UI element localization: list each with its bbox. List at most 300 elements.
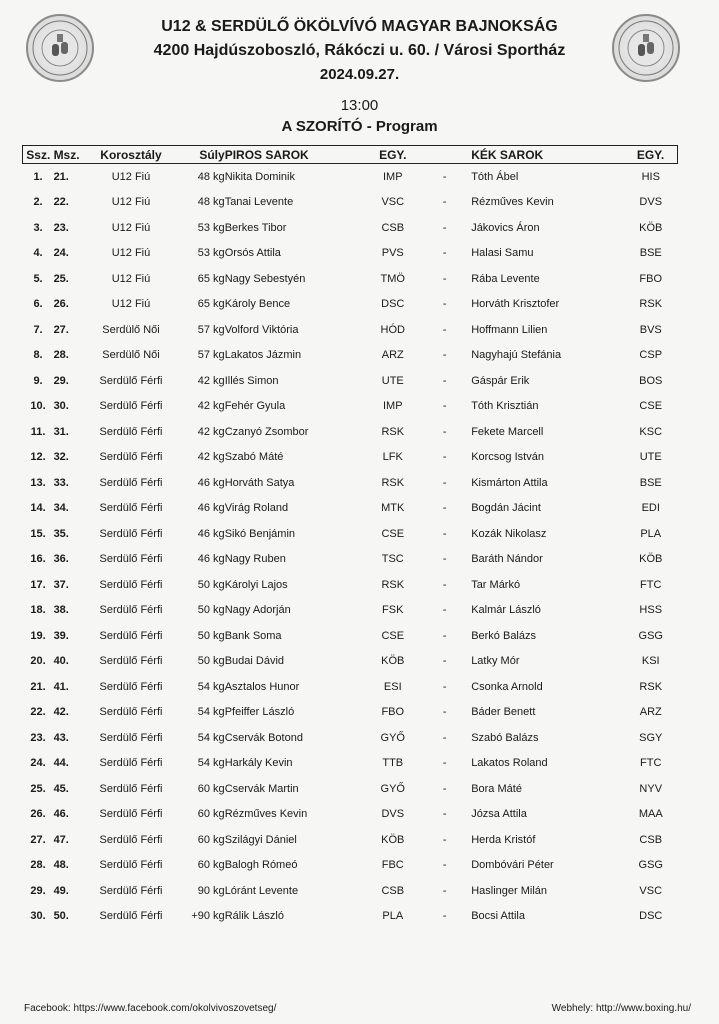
age-class: Serdülő Női <box>102 349 160 362</box>
age-class: Serdülő Férfi <box>99 578 163 591</box>
red-corner-boxer: Orsós Attila <box>224 247 281 260</box>
table-row <box>23 649 678 675</box>
weight-class: 46 kg <box>197 527 225 540</box>
championship-title: U12 & SERDÜLŐ ÖKÖLVÍVÓ MAGYAR BAJNOKSÁG <box>161 18 558 35</box>
weight-class: 50 kg <box>197 604 225 617</box>
vs-separator: - <box>442 272 447 285</box>
blue-corner-boxer: Gáspár Erik <box>471 374 530 387</box>
table-row <box>23 904 678 930</box>
red-corner-boxer: Volford Viktória <box>224 323 299 336</box>
blue-corner-boxer: Fekete Marcell <box>471 425 544 438</box>
match-number: 25. <box>53 272 69 285</box>
vs-separator: - <box>442 247 447 260</box>
blue-corner-boxer: Korcsog István <box>471 451 544 464</box>
age-class: Serdülő Férfi <box>99 833 163 846</box>
blue-corner-club: VSC <box>639 884 663 897</box>
bout-number: 13. <box>30 476 46 489</box>
age-class: Serdülő Férfi <box>99 731 163 744</box>
vs-separator: - <box>442 680 447 693</box>
vs-separator: - <box>442 782 447 795</box>
bout-number: 11. <box>30 425 46 438</box>
match-number: 22. <box>53 196 69 209</box>
vs-separator: - <box>442 553 447 566</box>
facebook-link[interactable]: Facebook: https://www.facebook.com/okolvivoszovetseg/ <box>24 1003 277 1014</box>
red-corner-club: ARZ <box>381 349 404 362</box>
red-corner-boxer: Károly Bence <box>224 298 291 311</box>
bout-number: 9. <box>33 374 43 387</box>
table-row <box>23 394 678 420</box>
blue-corner-club: MAA <box>638 808 663 821</box>
table-row <box>23 802 678 828</box>
red-corner-club: PLA <box>382 910 404 923</box>
table-row <box>23 598 678 624</box>
bout-number: 24. <box>30 757 46 770</box>
red-corner-boxer: Lakatos Jázmin <box>224 349 302 362</box>
weight-class: 53 kg <box>197 221 225 234</box>
blue-corner-boxer: Szabó Balázs <box>471 731 539 744</box>
bout-number: 7. <box>33 323 43 336</box>
age-class: Serdülő Férfi <box>99 680 163 693</box>
bout-number: 17. <box>30 578 46 591</box>
vs-separator: - <box>442 374 447 387</box>
age-class: Serdülő Férfi <box>99 655 163 668</box>
age-class: Serdülő Férfi <box>99 425 163 438</box>
red-corner-boxer: Tanai Levente <box>224 196 294 209</box>
vs-separator: - <box>442 706 447 719</box>
age-class: Serdülő Férfi <box>99 553 163 566</box>
bout-number: 14. <box>30 502 46 515</box>
blue-corner-boxer: Kozák Nikolasz <box>471 527 547 540</box>
weight-class: 60 kg <box>197 859 225 872</box>
weight-class: 65 kg <box>197 298 225 311</box>
blue-corner-club: KÖB <box>639 553 663 566</box>
blue-corner-club: GSG <box>638 629 663 642</box>
website-link[interactable]: Webhely: http://www.boxing.hu/ <box>551 1003 691 1014</box>
red-corner-club: KÖB <box>381 833 405 846</box>
red-corner-boxer: Asztalos Hunor <box>224 680 300 693</box>
blue-corner-club: NYV <box>639 782 663 795</box>
table-row <box>23 470 678 496</box>
blue-corner-club: SGY <box>639 731 663 744</box>
red-corner-club: CSE <box>381 629 405 642</box>
red-corner-club: CSB <box>381 884 405 897</box>
red-corner-boxer: Nagy Ruben <box>224 553 286 566</box>
red-corner-club: FSK <box>382 604 404 617</box>
weight-class: 54 kg <box>197 706 225 719</box>
age-class: Serdülő Férfi <box>99 451 163 464</box>
table-row <box>23 572 678 598</box>
blue-corner-club: HSS <box>639 604 663 617</box>
table-row <box>23 164 678 190</box>
blue-corner-club: CSE <box>639 400 663 413</box>
blue-corner-club: RSK <box>639 298 663 311</box>
match-number: 26. <box>53 298 69 311</box>
red-corner-club: KÖB <box>381 655 405 668</box>
vs-separator: - <box>442 323 447 336</box>
match-number: 33. <box>53 476 69 489</box>
age-class: Serdülő Férfi <box>99 527 163 540</box>
header-separator <box>418 146 471 164</box>
red-corner-boxer: Pfeiffer László <box>224 706 295 719</box>
vs-separator: - <box>442 425 447 438</box>
weight-class: 54 kg <box>197 680 225 693</box>
red-corner-boxer: Rálik László <box>224 910 284 923</box>
weight-class: 90 kg <box>197 884 225 897</box>
match-number: 38. <box>53 604 69 617</box>
red-corner-boxer: Bank Soma <box>224 629 282 642</box>
blue-corner-club: DVS <box>639 196 663 209</box>
red-corner-boxer: Cservák Botond <box>224 731 303 744</box>
red-corner-club: VSC <box>381 196 405 209</box>
blue-corner-boxer: Tar Márkó <box>471 578 521 591</box>
bout-number: 19. <box>30 629 46 642</box>
bout-number: 1. <box>33 170 43 183</box>
blue-corner-club: ARZ <box>639 706 662 719</box>
red-corner-boxer: Nikita Dominik <box>224 170 295 183</box>
weight-class: +90 kg <box>191 910 225 923</box>
blue-corner-boxer: Rába Levente <box>471 272 540 285</box>
table-header-row <box>23 146 678 164</box>
red-corner-club: RSK <box>381 425 405 438</box>
match-number: 45. <box>53 782 69 795</box>
venue-address: 4200 Hajdúszoboszló, Rákóczi u. 60. / Városi Sportház <box>153 42 566 59</box>
vs-separator: - <box>442 655 447 668</box>
vs-separator: - <box>442 629 447 642</box>
blue-corner-boxer: Kalmár László <box>471 604 541 617</box>
match-number: 27. <box>53 323 69 336</box>
header-ssz: Ssz. <box>23 146 54 164</box>
red-corner-club: IMP <box>382 170 403 183</box>
red-corner-club: FBC <box>381 859 404 872</box>
red-corner-boxer: Virág Roland <box>224 502 289 515</box>
vs-separator: - <box>442 910 447 923</box>
weight-class: 57 kg <box>197 323 225 336</box>
vs-separator: - <box>442 502 447 515</box>
age-class: U12 Fiú <box>111 247 151 260</box>
red-corner-club: RSK <box>381 578 405 591</box>
blue-corner-boxer: Bocsi Attila <box>471 910 525 923</box>
table-row <box>23 317 678 343</box>
blue-corner-club: HIS <box>641 170 660 183</box>
blue-corner-club: FTC <box>640 578 662 591</box>
red-corner-club: RSK <box>381 476 405 489</box>
red-corner-boxer: Sikó Benjámin <box>224 527 296 540</box>
weight-class: 57 kg <box>197 349 225 362</box>
table-row <box>23 266 678 292</box>
blue-corner-boxer: Nagyhajú Stefánia <box>471 349 562 362</box>
match-number: 23. <box>53 221 69 234</box>
program-title: A SZORÍTÓ - Program <box>281 118 438 135</box>
table-row <box>23 878 678 904</box>
red-corner-boxer: Fehér Gyula <box>224 400 286 413</box>
match-number: 50. <box>53 910 69 923</box>
header-red-club: EGY. <box>367 146 418 164</box>
session-time: 13:00 <box>340 97 379 114</box>
weight-class: 46 kg <box>197 502 225 515</box>
match-number: 37. <box>53 578 69 591</box>
table-row <box>23 776 678 802</box>
blue-corner-boxer: Báder Benett <box>471 706 536 719</box>
match-number: 31. <box>53 425 69 438</box>
age-class: Serdülő Férfi <box>99 400 163 413</box>
bout-number: 25. <box>30 782 46 795</box>
age-class: Serdülő Férfi <box>99 476 163 489</box>
bout-number: 22. <box>30 706 46 719</box>
red-corner-club: PVS <box>381 247 404 260</box>
age-class: Serdülő Férfi <box>99 604 163 617</box>
bout-number: 23. <box>30 731 46 744</box>
age-class: Serdülő Női <box>102 323 160 336</box>
blue-corner-boxer: Józsa Attila <box>471 808 527 821</box>
match-number: 49. <box>53 884 69 897</box>
weight-class: 42 kg <box>197 374 225 387</box>
blue-corner-club: GSG <box>638 859 663 872</box>
blue-corner-boxer: Halasi Samu <box>471 247 534 260</box>
match-number: 21. <box>53 170 69 183</box>
vs-separator: - <box>442 833 447 846</box>
bout-number: 21. <box>30 680 46 693</box>
weight-class: 46 kg <box>197 476 225 489</box>
table-row <box>23 368 678 394</box>
vs-separator: - <box>442 884 447 897</box>
weight-class: 42 kg <box>197 400 225 413</box>
vs-separator: - <box>442 476 447 489</box>
blue-corner-club: KSC <box>639 425 663 438</box>
vs-separator: - <box>442 578 447 591</box>
bout-number: 30. <box>30 910 46 923</box>
age-class: Serdülő Férfi <box>99 374 163 387</box>
table-row <box>23 751 678 777</box>
red-corner-boxer: Harkály Kevin <box>224 757 293 770</box>
match-number: 32. <box>53 451 69 464</box>
table-row <box>23 343 678 369</box>
bout-number: 4. <box>33 247 43 260</box>
bout-number: 20. <box>30 655 46 668</box>
red-corner-boxer: Lóránt Levente <box>224 884 299 897</box>
age-class: Serdülő Férfi <box>99 757 163 770</box>
match-number: 46. <box>53 808 69 821</box>
blue-corner-club: UTE <box>639 451 662 464</box>
vs-separator: - <box>442 221 447 234</box>
table-row <box>23 674 678 700</box>
red-corner-boxer: Balogh Rómeó <box>224 859 298 872</box>
weight-class: 50 kg <box>197 655 225 668</box>
bout-table <box>22 145 678 929</box>
weight-class: 48 kg <box>197 196 225 209</box>
header-msz: Msz. <box>53 147 80 162</box>
blue-corner-boxer: Hoffmann Lilien <box>471 323 548 336</box>
blue-corner-club: EDI <box>641 502 660 515</box>
blue-corner-club: BVS <box>639 323 662 336</box>
table-row <box>23 853 678 879</box>
weight-class: 60 kg <box>197 782 225 795</box>
table-row <box>23 623 678 649</box>
bout-number: 5. <box>33 272 43 285</box>
red-corner-club: ESI <box>383 680 402 693</box>
vs-separator: - <box>442 451 447 464</box>
weight-class: 46 kg <box>197 553 225 566</box>
red-corner-club: CSB <box>381 221 405 234</box>
table-row <box>23 292 678 318</box>
age-class: U12 Fiú <box>111 298 151 311</box>
match-number: 24. <box>53 247 69 260</box>
table-row <box>23 496 678 522</box>
red-corner-club: DVS <box>381 808 405 821</box>
blue-corner-boxer: Berkó Balázs <box>471 629 536 642</box>
red-corner-club: IMP <box>382 400 403 413</box>
red-corner-club: HÓD <box>380 323 405 336</box>
match-number: 36. <box>53 553 69 566</box>
match-number: 35. <box>53 527 69 540</box>
weight-class: 54 kg <box>197 757 225 770</box>
match-number: 28. <box>53 349 69 362</box>
blue-corner-club: KSI <box>641 655 660 668</box>
age-class: U12 Fiú <box>111 170 151 183</box>
blue-corner-club: BSE <box>639 247 662 260</box>
blue-corner-club: CSB <box>639 833 663 846</box>
red-corner-boxer: Cservák Martin <box>224 782 299 795</box>
table-row <box>23 725 678 751</box>
age-class: Serdülő Férfi <box>99 706 163 719</box>
match-number: 42. <box>53 706 69 719</box>
match-number: 40. <box>53 655 69 668</box>
match-number: 34. <box>53 502 69 515</box>
blue-corner-boxer: Herda Kristóf <box>471 833 536 846</box>
red-corner-boxer: Nagy Sebestyén <box>224 272 306 285</box>
match-number: 41. <box>53 680 69 693</box>
match-number: 44. <box>53 757 69 770</box>
weight-class: 42 kg <box>197 425 225 438</box>
blue-corner-club: BSE <box>639 476 662 489</box>
red-corner-club: MTK <box>381 502 405 515</box>
bout-number: 6. <box>33 298 43 311</box>
vs-separator: - <box>442 808 447 821</box>
vs-separator: - <box>442 196 447 209</box>
red-corner-boxer: Horváth Satya <box>224 476 295 489</box>
table-row <box>23 190 678 216</box>
weight-class: 53 kg <box>197 247 225 260</box>
blue-corner-boxer: Haslinger Milán <box>471 884 547 897</box>
red-corner-boxer: Nagy Adorján <box>224 604 291 617</box>
red-corner-club: DSC <box>381 298 405 311</box>
blue-corner-boxer: Tóth Krisztián <box>471 400 539 413</box>
weight-class: 50 kg <box>197 578 225 591</box>
header-blue-corner: KÉK SAROK <box>471 146 624 164</box>
red-corner-club: FBO <box>381 706 405 719</box>
bout-number: 12. <box>30 451 46 464</box>
table-row <box>23 547 678 573</box>
weight-class: 50 kg <box>197 629 225 642</box>
blue-corner-boxer: Csonka Arnold <box>471 680 543 693</box>
event-date: 2024.09.27. <box>319 66 400 83</box>
weight-class: 65 kg <box>197 272 225 285</box>
table-row <box>23 419 678 445</box>
table-row <box>23 215 678 241</box>
red-corner-club: UTE <box>381 374 404 387</box>
red-corner-club: LFK <box>382 451 403 464</box>
match-number: 30. <box>53 400 69 413</box>
blue-corner-club: PLA <box>640 527 662 540</box>
blue-corner-boxer: Tóth Ábel <box>471 170 519 183</box>
red-corner-boxer: Szabó Máté <box>224 451 284 464</box>
table-row <box>23 445 678 471</box>
bout-number: 10. <box>30 400 46 413</box>
age-class: Serdülő Férfi <box>99 884 163 897</box>
blue-corner-club: BOS <box>639 374 663 387</box>
vs-separator: - <box>442 859 447 872</box>
red-corner-boxer: Károlyi Lajos <box>224 578 288 591</box>
age-class: Serdülő Férfi <box>99 859 163 872</box>
blue-corner-boxer: Horváth Krisztofer <box>471 298 560 311</box>
match-number: 48. <box>53 859 69 872</box>
weight-class: 60 kg <box>197 833 225 846</box>
age-class: U12 Fiú <box>111 272 151 285</box>
header-korosztaly: Korosztály <box>80 146 182 164</box>
vs-separator: - <box>442 298 447 311</box>
red-corner-club: GYŐ <box>380 731 405 744</box>
age-class: U12 Fiú <box>111 221 151 234</box>
blue-corner-club: RSK <box>639 680 663 693</box>
red-corner-club: TSC <box>381 553 404 566</box>
red-corner-boxer: Czanyó Zsombor <box>224 425 309 438</box>
match-number: 39. <box>53 629 69 642</box>
red-corner-club: CSE <box>381 527 405 540</box>
age-class: Serdülő Férfi <box>99 629 163 642</box>
blue-corner-boxer: Bora Máté <box>471 782 522 795</box>
bout-number: 29. <box>30 884 46 897</box>
table-row <box>23 241 678 267</box>
age-class: Serdülő Férfi <box>99 502 163 515</box>
weight-class: 48 kg <box>197 170 225 183</box>
blue-corner-boxer: Rézműves Kevin <box>471 196 554 209</box>
blue-corner-boxer: Jákovics Áron <box>471 221 540 234</box>
table-row <box>23 700 678 726</box>
bout-number: 8. <box>33 349 43 362</box>
blue-corner-club: DSC <box>639 910 663 923</box>
bout-number: 27. <box>30 833 46 846</box>
vs-separator: - <box>442 527 447 540</box>
match-number: 43. <box>53 731 69 744</box>
red-corner-boxer: Szilágyi Dániel <box>224 833 297 846</box>
blue-corner-boxer: Baráth Nándor <box>471 553 543 566</box>
red-corner-club: TTB <box>382 757 404 770</box>
bout-number: 18. <box>30 604 46 617</box>
vs-separator: - <box>442 170 447 183</box>
vs-separator: - <box>442 757 447 770</box>
blue-corner-boxer: Latky Mór <box>471 655 520 668</box>
age-class: Serdülő Férfi <box>99 808 163 821</box>
red-corner-boxer: Illés Simon <box>224 374 279 387</box>
header-suly: Súly <box>182 146 225 164</box>
vs-separator: - <box>442 731 447 744</box>
match-number: 29. <box>53 374 69 387</box>
blue-corner-club: FBO <box>639 272 663 285</box>
bout-number: 3. <box>33 221 43 234</box>
header-red-corner: PIROS SAROK <box>225 146 368 164</box>
blue-corner-club: CSP <box>639 349 663 362</box>
age-class: Serdülő Férfi <box>99 782 163 795</box>
red-corner-club: TMÖ <box>380 272 405 285</box>
bout-number: 2. <box>33 196 43 209</box>
bout-number: 16. <box>30 553 46 566</box>
blue-corner-boxer: Kismárton Attila <box>471 476 548 489</box>
blue-corner-club: FTC <box>640 757 662 770</box>
red-corner-boxer: Berkes Tibor <box>224 221 287 234</box>
red-corner-boxer: Budai Dávid <box>224 655 285 668</box>
bout-number: 28. <box>30 859 46 872</box>
vs-separator: - <box>442 604 447 617</box>
vs-separator: - <box>442 349 447 362</box>
